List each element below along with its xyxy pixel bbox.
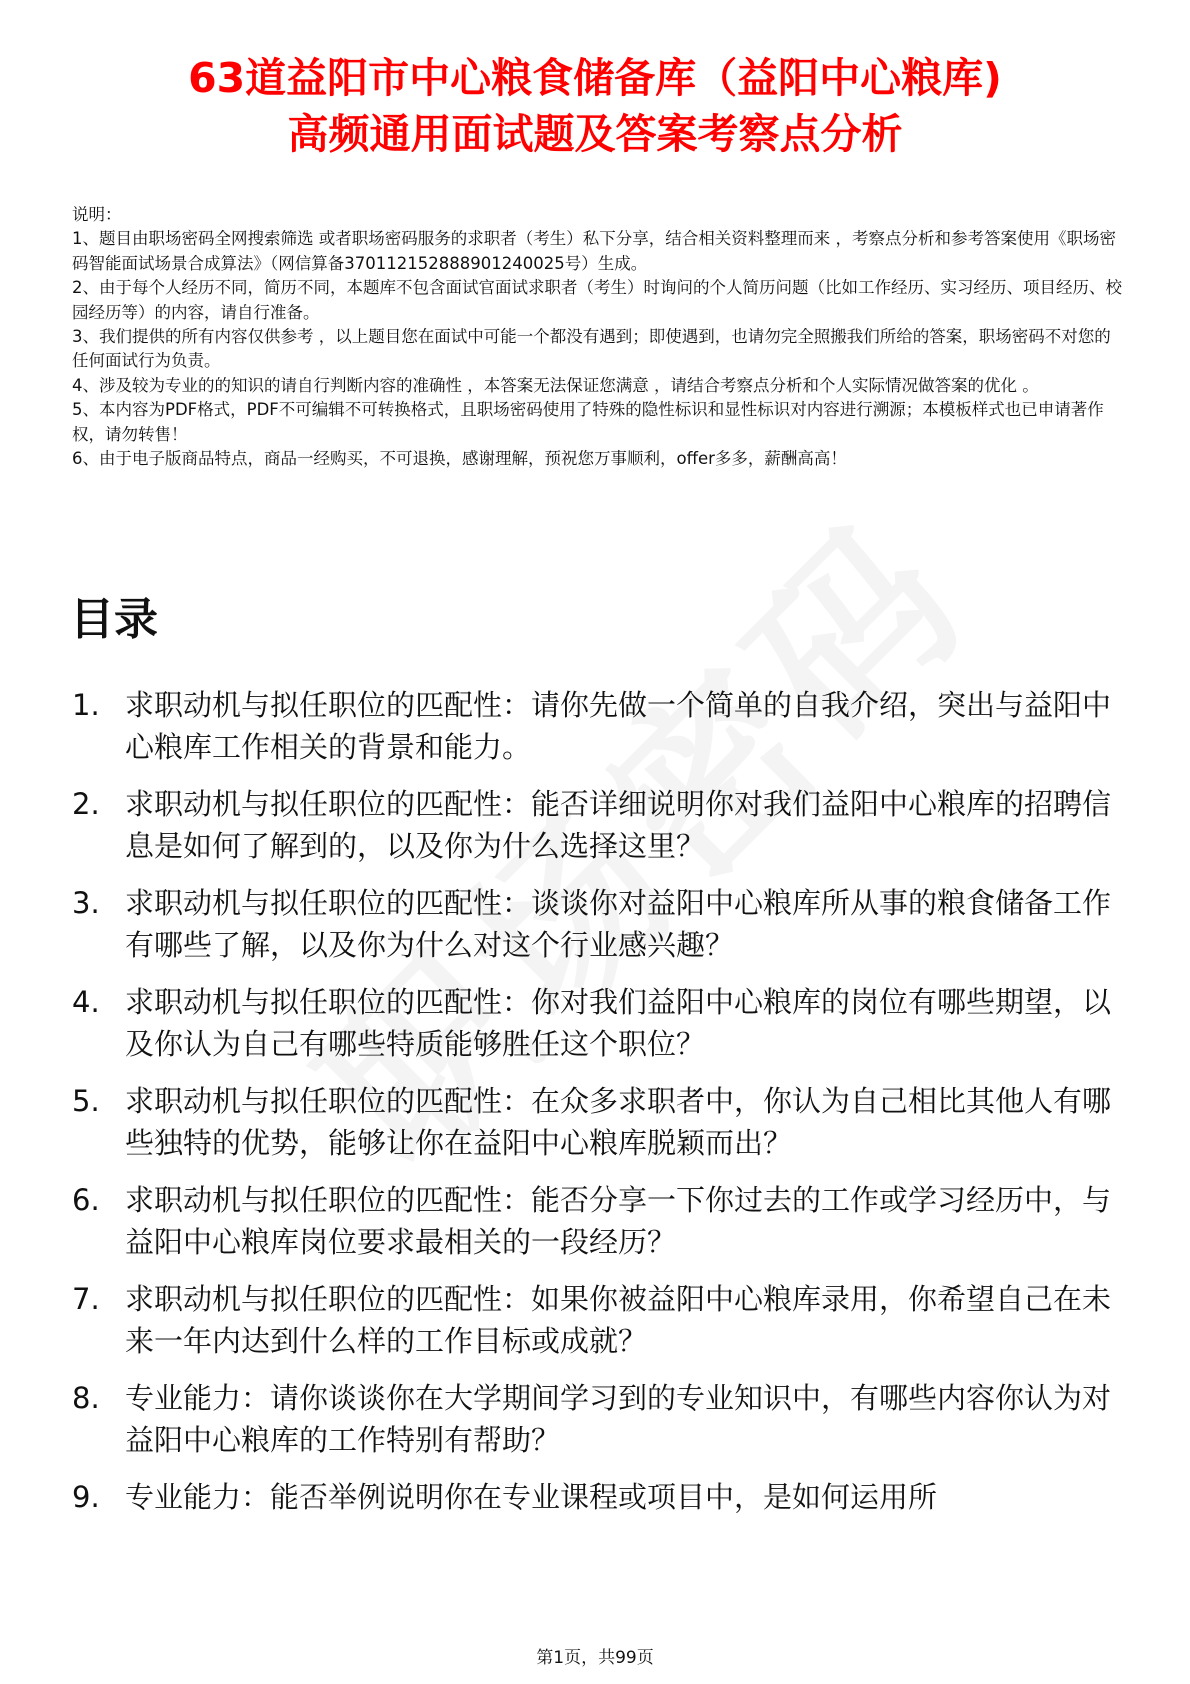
toc-item-number: 2.: [72, 787, 100, 821]
document-title: [40, 50, 1150, 162]
notes-item: 6、由于电子版商品特点，商品一经购买，不可退换，感谢理解，预祝您万事顺利，offer多多，薪酬高高！: [72, 449, 847, 469]
notes-section: [72, 203, 1122, 471]
toc-item-number: 4.: [72, 985, 100, 1019]
toc-item-text: 专业能力：请你谈谈你在大学期间学习到的专业知识中，有哪些内容你认为对益阳中心粮库的工作特别有帮助？: [125, 1381, 1112, 1457]
title-line-1: 63道益阳市中心粮食储备库（益阳中心粮库): [188, 54, 1002, 102]
toc-item-text: 求职动机与拟任职位的匹配性：谈谈你对益阳中心粮库所从事的粮食储备工作有哪些了解，以及你为什么对这个行业感兴趣？: [125, 886, 1112, 962]
toc-item-text: 求职动机与拟任职位的匹配性：如果你被益阳中心粮库录用，你希望自己在未来一年内达到什么样的工作目标或成就？: [125, 1282, 1112, 1358]
notes-item: 2、由于每个人经历不同，简历不同，本题库不包含面试官面试求职者（考生）时询问的个人简历问题（比如工作经历、实习经历、项目经历、校园经历等）的内容，请自行准备。: [72, 278, 1122, 322]
toc-item[interactable]: [72, 1278, 1132, 1362]
toc-item[interactable]: [72, 882, 1132, 966]
toc-item[interactable]: [72, 1080, 1132, 1164]
page-footer: 第1页，共99页: [536, 1648, 654, 1668]
toc-item[interactable]: [72, 1179, 1132, 1263]
toc-list: [72, 684, 1132, 1533]
notes-item: 5、本内容为PDF格式，PDF不可编辑不可转换格式，且职场密码使用了特殊的隐性标识和显性标识对内容进行溯源；本模板样式也已申请著作权，请勿转售！: [72, 400, 1104, 444]
toc-item-text: 求职动机与拟任职位的匹配性：在众多求职者中，你认为自己相比其他人有哪些独特的优势，能够让你在益阳中心粮库脱颖而出？: [125, 1084, 1112, 1160]
toc-item[interactable]: [72, 783, 1132, 867]
toc-item-number: 7.: [72, 1282, 100, 1316]
notes-item: 1、题目由职场密码全网搜索筛选 或者职场密码服务的求职者（考生）私下分享，结合相关资料整理而来 ，考察点分析和参考答案使用《职场密码智能面试场景合成算法》（网信算备370112152888901240025号）生成。: [72, 229, 1116, 273]
notes-item: 4、涉及较为专业的的知识的请自行判断内容的准确性 ，本答案无法保证您满意 ，请结合考察点分析和个人实际情况做答案的优化 。: [72, 375, 1039, 395]
toc-item[interactable]: [72, 1377, 1132, 1461]
toc-item-number: 3.: [72, 886, 100, 920]
toc-item[interactable]: [72, 981, 1132, 1065]
toc-item-number: 8.: [72, 1381, 100, 1415]
toc-item-number: 5.: [72, 1084, 100, 1118]
toc-item-text: 求职动机与拟任职位的匹配性：能否分享一下你过去的工作或学习经历中，与益阳中心粮库岗位要求最相关的一段经历？: [125, 1183, 1112, 1259]
notes-item: 3、我们提供的所有内容仅供参考 ，以上题目您在面试中可能一个都没有遇到；即使遇到，也请勿完全照搬我们所给的答案，职场密码不对您的任何面试行为负责。: [72, 327, 1111, 371]
toc-item-text: 求职动机与拟任职位的匹配性：请你先做一个简单的自我介绍，突出与益阳中心粮库工作相关的背景和能力。: [125, 688, 1112, 764]
toc-item-text: 专业能力：能否举例说明你在专业课程或项目中，是如何运用所: [125, 1480, 938, 1514]
toc-item[interactable]: [72, 684, 1132, 768]
toc-item-number: 1.: [72, 688, 100, 722]
toc-item-number: 9.: [72, 1480, 100, 1514]
toc-heading: 目录: [70, 594, 158, 645]
toc-item-number: 6.: [72, 1183, 100, 1217]
notes-heading: 说明：: [72, 205, 122, 224]
toc-item-text: 求职动机与拟任职位的匹配性：能否详细说明你对我们益阳中心粮库的招聘信息是如何了解到的，以及你为什么选择这里？: [125, 787, 1112, 863]
title-line-2: 高频通用面试题及答案考察点分析: [287, 110, 903, 158]
toc-item-text: 求职动机与拟任职位的匹配性：你对我们益阳中心粮库的岗位有哪些期望，以及你认为自己有哪些特质能够胜任这个职位？: [125, 985, 1112, 1061]
toc-item[interactable]: [72, 1476, 1132, 1518]
